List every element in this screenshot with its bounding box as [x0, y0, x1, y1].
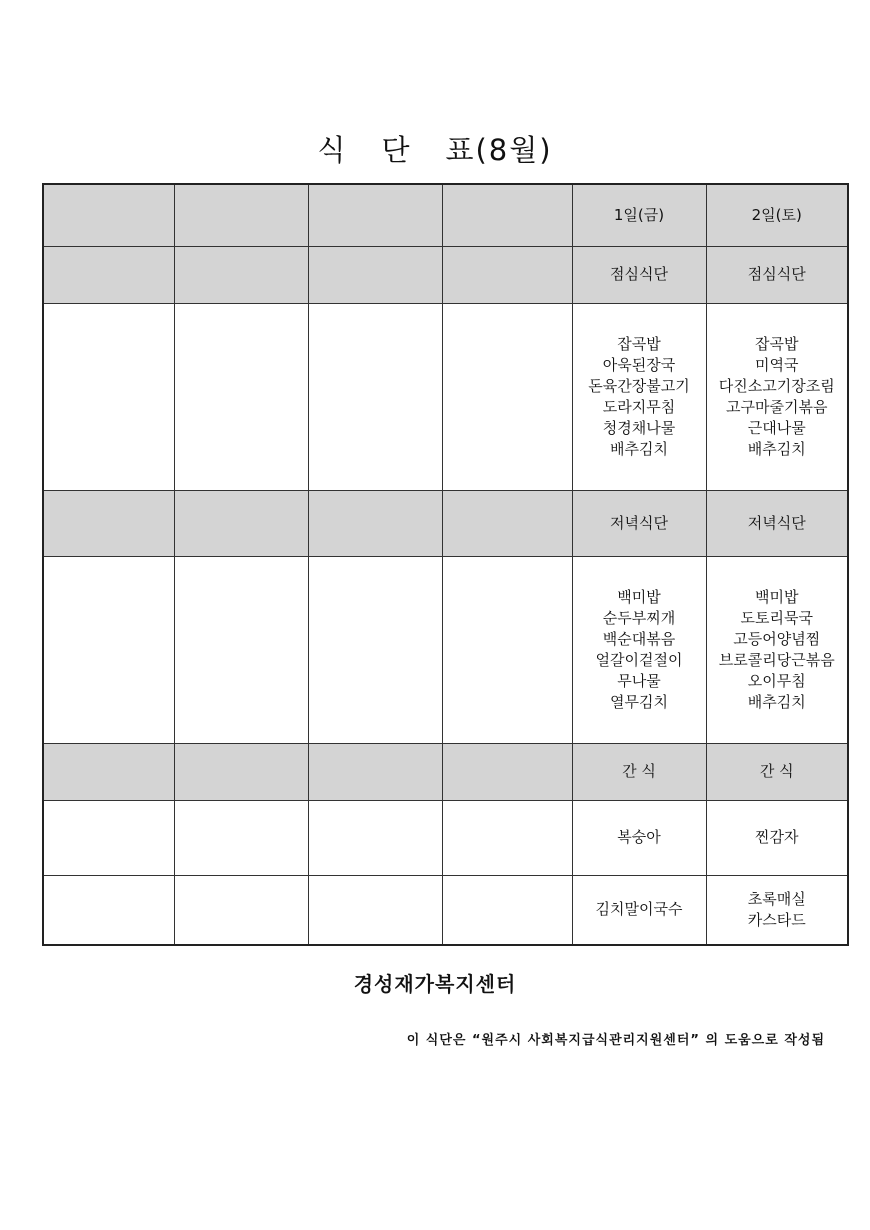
lunch-menu-cell: [706, 303, 848, 490]
dinner-label-cell: [43, 490, 174, 556]
snack-cell: [174, 875, 308, 945]
meal-plan-table: [42, 183, 849, 946]
snack-cell: [572, 800, 706, 875]
snack-label-cell: [174, 743, 308, 800]
date-cell: [308, 184, 442, 246]
dish-item: 카스타드: [747, 910, 806, 929]
dish-item: 백미밥: [755, 587, 799, 606]
dish-item: 초록매실: [747, 889, 806, 908]
title-part-1: 식: [317, 133, 348, 167]
title-part-3: 표(8월): [445, 133, 553, 167]
dish-item: 복숭아: [617, 828, 661, 846]
snack-label-row: [43, 743, 848, 800]
dish-item: 오이무침: [747, 671, 806, 690]
dinner-label-row: [43, 490, 848, 556]
snack-cell: [706, 800, 848, 875]
dish-item: 브로콜리당근볶음: [718, 650, 835, 669]
dish-item: 잡곡밥: [617, 334, 661, 353]
lunch-menu-cell: [442, 303, 572, 490]
snack-row-1: [43, 800, 848, 875]
dinner-menu-cell: [442, 556, 572, 743]
date-cell: [174, 184, 308, 246]
snack-cell: [43, 800, 174, 875]
snack-cell: [43, 875, 174, 945]
snack-row-2: [43, 875, 848, 945]
dish-item: 배추김치: [610, 439, 668, 458]
lunch-menu-cell: [174, 303, 308, 490]
lunch-label-cell: [308, 246, 442, 303]
dish-item: 미역국: [755, 355, 799, 374]
snack-cell: [308, 800, 442, 875]
dinner-label-cell: [308, 490, 442, 556]
lunch-menu-row: [43, 303, 848, 490]
lunch-label-cell: 점심식단: [706, 246, 848, 303]
dish-item: 배추김치: [747, 439, 806, 458]
snack-cell: [174, 800, 308, 875]
page-title: [0, 128, 870, 169]
lunch-label-row: [43, 246, 848, 303]
dish-item: 얼갈이겉절이: [595, 650, 683, 669]
lunch-label-cell: 점심식단: [572, 246, 706, 303]
dish-item: 찐감자: [755, 828, 799, 846]
dinner-menu-row: [43, 556, 848, 743]
snack-cell: [442, 800, 572, 875]
snack-cell: [706, 875, 848, 945]
dish-item: 백미밥: [617, 587, 661, 606]
dish-item: 돈육간장불고기: [588, 376, 690, 395]
date-cell: 1일(금): [572, 184, 706, 246]
dish-item: 다진소고기장조림: [718, 376, 835, 395]
snack-cell: [308, 875, 442, 945]
dinner-label-cell: [442, 490, 572, 556]
dish-item: 무나물: [617, 671, 661, 690]
dish-item: 잡곡밥: [755, 334, 799, 353]
dinner-menu-cell: [706, 556, 848, 743]
snack-label-cell: 간 식: [572, 743, 706, 800]
snack-label-cell: [442, 743, 572, 800]
dish-item: 근대나물: [747, 418, 806, 437]
dish-item: 아욱된장국: [602, 355, 676, 374]
dish-item: 고등어양념찜: [733, 629, 821, 648]
date-cell: [442, 184, 572, 246]
dinner-label-cell: 저녁식단: [572, 490, 706, 556]
title-part-2: 단: [381, 133, 412, 167]
lunch-menu-cell: [43, 303, 174, 490]
dish-item: 도라지무침: [602, 397, 676, 416]
snack-label-cell: [308, 743, 442, 800]
date-cell: [43, 184, 174, 246]
dinner-menu-cell: [43, 556, 174, 743]
lunch-label-cell: [43, 246, 174, 303]
snack-cell: [572, 875, 706, 945]
dish-item: 백순대볶음: [602, 629, 676, 648]
dish-item: 김치말이국수: [595, 900, 683, 919]
dish-item: 도토리묵국: [740, 608, 813, 627]
dish-item: 청경채나물: [602, 418, 676, 437]
dish-item: 고구마줄기볶음: [726, 397, 828, 416]
snack-cell: [442, 875, 572, 945]
date-cell: 2일(토): [706, 184, 848, 246]
dinner-menu-cell: [308, 556, 442, 743]
dish-item: 열무김치: [610, 692, 668, 711]
dinner-label-cell: [174, 490, 308, 556]
lunch-label-cell: [442, 246, 572, 303]
lunch-label-cell: [174, 246, 308, 303]
center-name: 경성재가복지센터: [353, 972, 517, 996]
date-header-row: [43, 184, 848, 246]
dish-item: 순두부찌개: [602, 608, 676, 627]
snack-label-cell: [43, 743, 174, 800]
dish-item: 배추김치: [747, 692, 806, 711]
footer-note: 이 식단은 “원주시 사회복지급식관리지원센터” 의 도움으로 작성됨: [406, 1033, 825, 1048]
dinner-menu-cell: [174, 556, 308, 743]
snack-label-cell: 간 식: [706, 743, 848, 800]
lunch-menu-cell: [572, 303, 706, 490]
dinner-menu-cell: [572, 556, 706, 743]
dinner-label-cell: 저녁식단: [706, 490, 848, 556]
lunch-menu-cell: [308, 303, 442, 490]
